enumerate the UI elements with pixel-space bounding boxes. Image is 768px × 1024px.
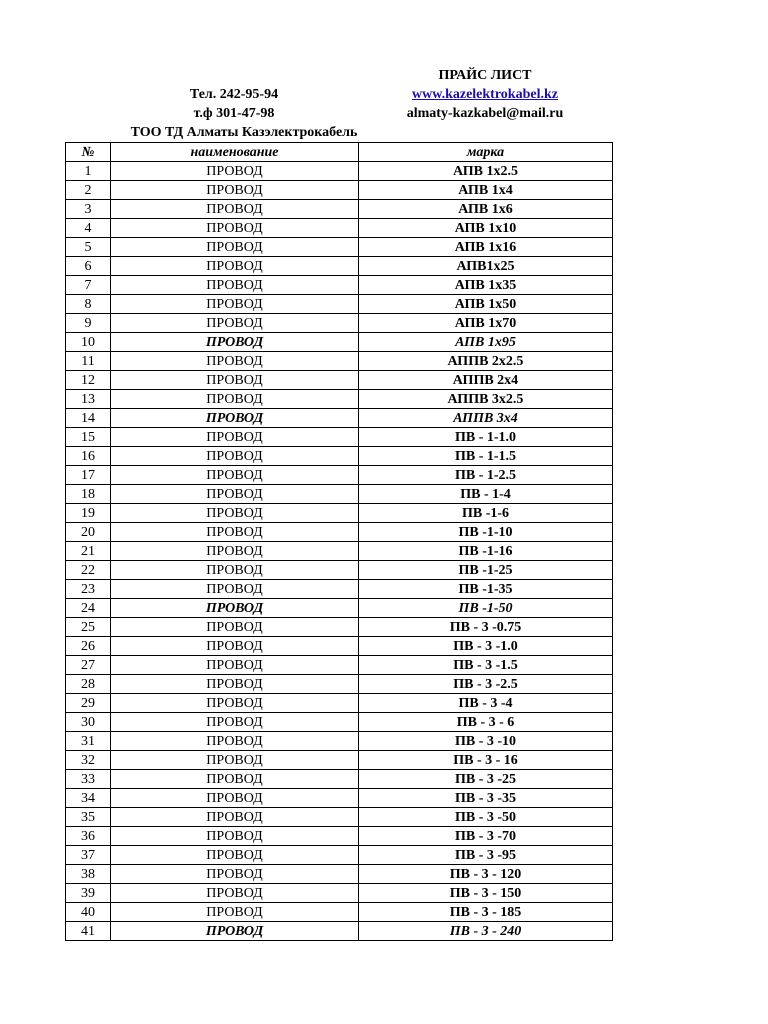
table-row — [66, 789, 613, 808]
row-mark: ПВ -1-16 — [359, 542, 613, 561]
row-mark: АПВ 1х70 — [359, 314, 613, 333]
row-mark: ПВ - 3 - 16 — [359, 751, 613, 770]
row-mark: ПВ - 3 - 6 — [359, 713, 613, 732]
row-number: 33 — [66, 770, 111, 789]
row-name: ПРОВОД — [111, 599, 359, 618]
column-header-number: № — [66, 143, 111, 162]
row-number: 31 — [66, 732, 111, 751]
row-name: ПРОВОД — [111, 846, 359, 865]
row-number: 11 — [66, 352, 111, 371]
row-name: ПРОВОД — [111, 485, 359, 504]
row-name: ПРОВОД — [111, 276, 359, 295]
row-mark: АПВ 1х50 — [359, 295, 613, 314]
table-row — [66, 694, 613, 713]
row-number: 1 — [66, 162, 111, 181]
row-number: 37 — [66, 846, 111, 865]
row-number: 19 — [66, 504, 111, 523]
table-row — [66, 903, 613, 922]
row-mark: ПВ - 3 -1.5 — [359, 656, 613, 675]
row-name: ПРОВОД — [111, 181, 359, 200]
table-row — [66, 257, 613, 276]
row-number: 35 — [66, 808, 111, 827]
row-number: 15 — [66, 428, 111, 447]
row-mark: ПВ - 3 - 240 — [359, 922, 613, 941]
row-mark: ПВ -1-25 — [359, 561, 613, 580]
price-table — [65, 142, 613, 941]
row-number: 24 — [66, 599, 111, 618]
row-name: ПРОВОД — [111, 428, 359, 447]
row-mark: ПВ - 3 -0.75 — [359, 618, 613, 637]
row-number: 3 — [66, 200, 111, 219]
table-row — [66, 181, 613, 200]
row-mark: АПВ 1х4 — [359, 181, 613, 200]
row-name: ПРОВОД — [111, 808, 359, 827]
row-number: 10 — [66, 333, 111, 352]
row-number: 9 — [66, 314, 111, 333]
row-name: ПРОВОД — [111, 162, 359, 181]
fax-number: т.ф 301-47-98 — [193, 106, 275, 121]
table-row — [66, 922, 613, 941]
row-number: 2 — [66, 181, 111, 200]
row-name: ПРОВОД — [111, 656, 359, 675]
row-mark: ПВ -1-6 — [359, 504, 613, 523]
row-mark: ПВ - 3 - 185 — [359, 903, 613, 922]
row-number: 7 — [66, 276, 111, 295]
row-number: 29 — [66, 694, 111, 713]
row-number: 6 — [66, 257, 111, 276]
row-mark: АПВ 1х6 — [359, 200, 613, 219]
row-name: ПРОВОД — [111, 466, 359, 485]
row-number: 21 — [66, 542, 111, 561]
row-mark: ПВ - 3 -4 — [359, 694, 613, 713]
table-row — [66, 713, 613, 732]
table-row — [66, 295, 613, 314]
row-mark: ПВ - 1-1.5 — [359, 447, 613, 466]
row-number: 22 — [66, 561, 111, 580]
row-name: ПРОВОД — [111, 352, 359, 371]
row-name: ПРОВОД — [111, 922, 359, 941]
row-mark: ПВ - 3 -95 — [359, 846, 613, 865]
row-name: ПРОВОД — [111, 333, 359, 352]
row-mark: ПВ - 3 -1.0 — [359, 637, 613, 656]
row-number: 32 — [66, 751, 111, 770]
row-name: ПРОВОД — [111, 751, 359, 770]
row-name: ПРОВОД — [111, 295, 359, 314]
row-mark: ПВ - 3 - 150 — [359, 884, 613, 903]
row-name: ПРОВОД — [111, 732, 359, 751]
row-mark: АПВ 1х10 — [359, 219, 613, 238]
row-name: ПРОВОД — [111, 561, 359, 580]
row-number: 39 — [66, 884, 111, 903]
row-number: 18 — [66, 485, 111, 504]
row-name: ПРОВОД — [111, 504, 359, 523]
row-mark: АПВ1х25 — [359, 257, 613, 276]
table-row — [66, 428, 613, 447]
row-mark: АПВ 1х35 — [359, 276, 613, 295]
table-row — [66, 751, 613, 770]
company-name: ТОО ТД Алматы Казэлектрокабель — [130, 125, 358, 140]
row-name: ПРОВОД — [111, 770, 359, 789]
row-name: ПРОВОД — [111, 694, 359, 713]
row-name: ПРОВОД — [111, 409, 359, 428]
row-mark: ПВ -1-35 — [359, 580, 613, 599]
table-row — [66, 561, 613, 580]
table-row — [66, 618, 613, 637]
row-number: 26 — [66, 637, 111, 656]
table-row — [66, 637, 613, 656]
row-mark: ПВ - 3 - 120 — [359, 865, 613, 884]
table-row — [66, 333, 613, 352]
table-row — [66, 504, 613, 523]
row-number: 23 — [66, 580, 111, 599]
row-mark: АППВ 3х2.5 — [359, 390, 613, 409]
row-mark: АПВ 1х2.5 — [359, 162, 613, 181]
table-row — [66, 314, 613, 333]
row-name: ПРОВОД — [111, 618, 359, 637]
row-name: ПРОВОД — [111, 447, 359, 466]
table-row — [66, 200, 613, 219]
table-row — [66, 238, 613, 257]
row-number: 16 — [66, 447, 111, 466]
column-header-name: наименование — [111, 143, 359, 162]
row-name: ПРОВОД — [111, 675, 359, 694]
row-mark: АППВ 2х4 — [359, 371, 613, 390]
row-name: ПРОВОД — [111, 903, 359, 922]
table-row — [66, 542, 613, 561]
website-link[interactable]: www.kazelektrokabel.kz — [412, 87, 558, 102]
row-number: 4 — [66, 219, 111, 238]
row-number: 5 — [66, 238, 111, 257]
row-number: 14 — [66, 409, 111, 428]
row-mark: АПВ 1х95 — [359, 333, 613, 352]
column-header-mark: марка — [359, 143, 613, 162]
table-row — [66, 390, 613, 409]
row-mark: ПВ - 3 -2.5 — [359, 675, 613, 694]
row-mark: ПВ - 1-1.0 — [359, 428, 613, 447]
row-name: ПРОВОД — [111, 713, 359, 732]
row-mark: АППВ 3х4 — [359, 409, 613, 428]
table-row — [66, 162, 613, 181]
row-name: ПРОВОД — [111, 580, 359, 599]
table-row — [66, 675, 613, 694]
row-mark: ПВ - 3 -10 — [359, 732, 613, 751]
table-row — [66, 219, 613, 238]
row-mark: ПВ - 3 -35 — [359, 789, 613, 808]
row-mark: ПВ - 3 -25 — [359, 770, 613, 789]
row-number: 25 — [66, 618, 111, 637]
table-row — [66, 770, 613, 789]
table-row — [66, 732, 613, 751]
table-row — [66, 656, 613, 675]
row-name: ПРОВОД — [111, 314, 359, 333]
table-row — [66, 808, 613, 827]
table-row — [66, 580, 613, 599]
row-name: ПРОВОД — [111, 257, 359, 276]
table-row — [66, 485, 613, 504]
row-name: ПРОВОД — [111, 390, 359, 409]
row-mark: ПВ - 3 -70 — [359, 827, 613, 846]
row-mark: ПВ - 1-4 — [359, 485, 613, 504]
table-body — [66, 162, 613, 941]
row-number: 8 — [66, 295, 111, 314]
row-name: ПРОВОД — [111, 542, 359, 561]
table-row — [66, 276, 613, 295]
row-name: ПРОВОД — [111, 219, 359, 238]
row-name: ПРОВОД — [111, 238, 359, 257]
table-row — [66, 599, 613, 618]
row-number: 38 — [66, 865, 111, 884]
row-mark: ПВ -1-10 — [359, 523, 613, 542]
document-title: ПРАЙС ЛИСТ — [438, 68, 532, 83]
row-mark: ПВ -1-50 — [359, 599, 613, 618]
row-name: ПРОВОД — [111, 865, 359, 884]
row-number: 12 — [66, 371, 111, 390]
row-mark: АППВ 2х2.5 — [359, 352, 613, 371]
row-number: 36 — [66, 827, 111, 846]
row-number: 34 — [66, 789, 111, 808]
phone-number: Тел. 242-95-94 — [189, 87, 279, 102]
row-name: ПРОВОД — [111, 523, 359, 542]
row-mark: АПВ 1х16 — [359, 238, 613, 257]
row-number: 17 — [66, 466, 111, 485]
row-mark: ПВ - 3 -50 — [359, 808, 613, 827]
row-number: 20 — [66, 523, 111, 542]
row-name: ПРОВОД — [111, 884, 359, 903]
row-name: ПРОВОД — [111, 827, 359, 846]
table-row — [66, 846, 613, 865]
table-row — [66, 352, 613, 371]
table-row — [66, 865, 613, 884]
table-row — [66, 884, 613, 903]
email-address: almaty-kazkabel@mail.ru — [406, 106, 564, 121]
row-number: 40 — [66, 903, 111, 922]
row-name: ПРОВОД — [111, 200, 359, 219]
row-name: ПРОВОД — [111, 371, 359, 390]
table-header-row — [66, 143, 613, 162]
table-row — [66, 409, 613, 428]
row-number: 13 — [66, 390, 111, 409]
row-mark: ПВ - 1-2.5 — [359, 466, 613, 485]
row-name: ПРОВОД — [111, 789, 359, 808]
table-row — [66, 466, 613, 485]
row-number: 30 — [66, 713, 111, 732]
row-number: 28 — [66, 675, 111, 694]
table-row — [66, 827, 613, 846]
row-number: 41 — [66, 922, 111, 941]
table-row — [66, 447, 613, 466]
table-row — [66, 371, 613, 390]
row-number: 27 — [66, 656, 111, 675]
table-row — [66, 523, 613, 542]
row-name: ПРОВОД — [111, 637, 359, 656]
